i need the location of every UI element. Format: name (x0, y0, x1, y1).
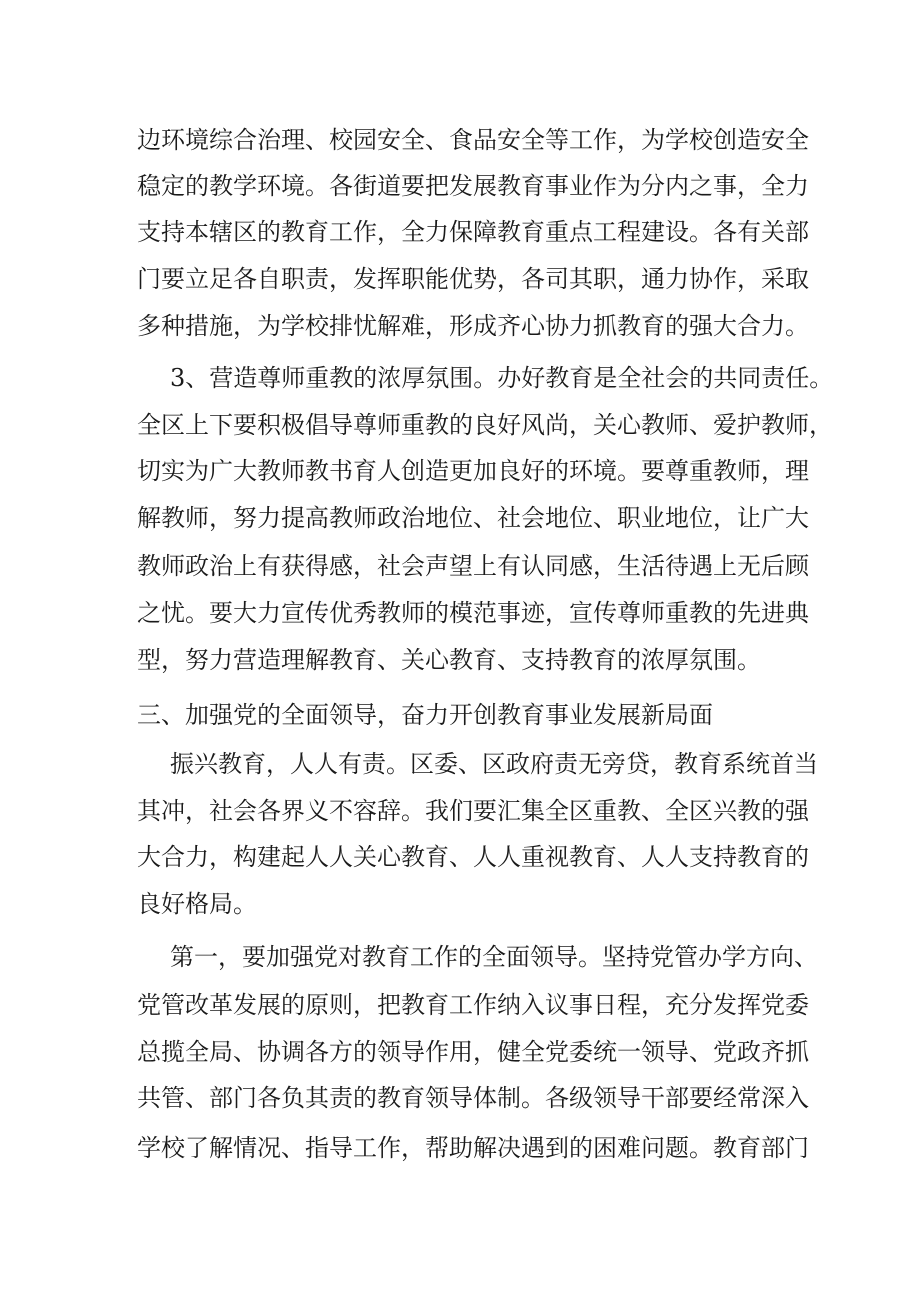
paragraph-start: 振兴教育，人人有责。区委、区政府责无旁贷，教育系统首当 (170, 750, 818, 778)
section-heading: 三、加强党的全面领导，奋力开创教育事业发展新局面 (137, 701, 713, 729)
text-line: 解教师，努力提高教师政治地位、社会地位、职业地位，让广大 (137, 504, 809, 532)
text-line: 共管、部门各负其责的教育领导体制。各级领导干部要经常深入 (137, 1084, 809, 1112)
text-line: 党管改革发展的原则，把教育工作纳入议事日程，充分发挥党委 (137, 991, 809, 1019)
text-line: 切实为广大教师教书育人创造更加良好的环境。要尊重教师，理 (137, 457, 809, 485)
text-line: 全区上下要积极倡导尊师重教的良好风尚，关心教师、爱护教师， (137, 411, 833, 439)
section-heading-3: 3、营造尊师重教的浓厚氛围。办好教育是全社会的共同责任。 (170, 364, 834, 392)
text-line: 边环境综合治理、校园安全、食品安全等工作，为学校创造安全 (137, 126, 809, 154)
text-line: 门要立足各自职责，发挥职能优势，各司其职，通力协作，采取 (137, 265, 809, 293)
text-line: 支持本辖区的教育工作，全力保障教育重点工程建设。各有关部 (137, 218, 809, 246)
text-line: 型，努力营造理解教育、关心教育、支持教育的浓厚氛围。 (137, 646, 761, 674)
text-line: 之忧。要大力宣传优秀教师的模范事迹，宣传尊师重教的先进典 (137, 599, 809, 627)
text-line: 良好格局。 (137, 890, 257, 918)
text-line: 多种措施，为学校排忧解难，形成齐心协力抓教育的强大合力。 (137, 312, 809, 340)
text-line: 学校了解情况、指导工作，帮助解决遇到的困难问题。教育部门 (137, 1134, 809, 1162)
text-line: 其冲，社会各界义不容辞。我们要汇集全区重教、全区兴教的强 (137, 797, 809, 825)
text-line: 教师政治上有获得感，社会声望上有认同感，生活待遇上无后顾 (137, 552, 809, 580)
text-line: 大合力，构建起人人关心教育、人人重视教育、人人支持教育的 (137, 843, 809, 871)
paragraph-start: 第一，要加强党对教育工作的全面领导。坚持党管办学方向、 (170, 943, 818, 971)
text-line: 总揽全局、协调各方的领导作用，健全党委统一领导、党政齐抓 (137, 1038, 809, 1066)
text-line: 稳定的教学环境。各街道要把发展教育事业作为分内之事，全力 (137, 172, 809, 200)
